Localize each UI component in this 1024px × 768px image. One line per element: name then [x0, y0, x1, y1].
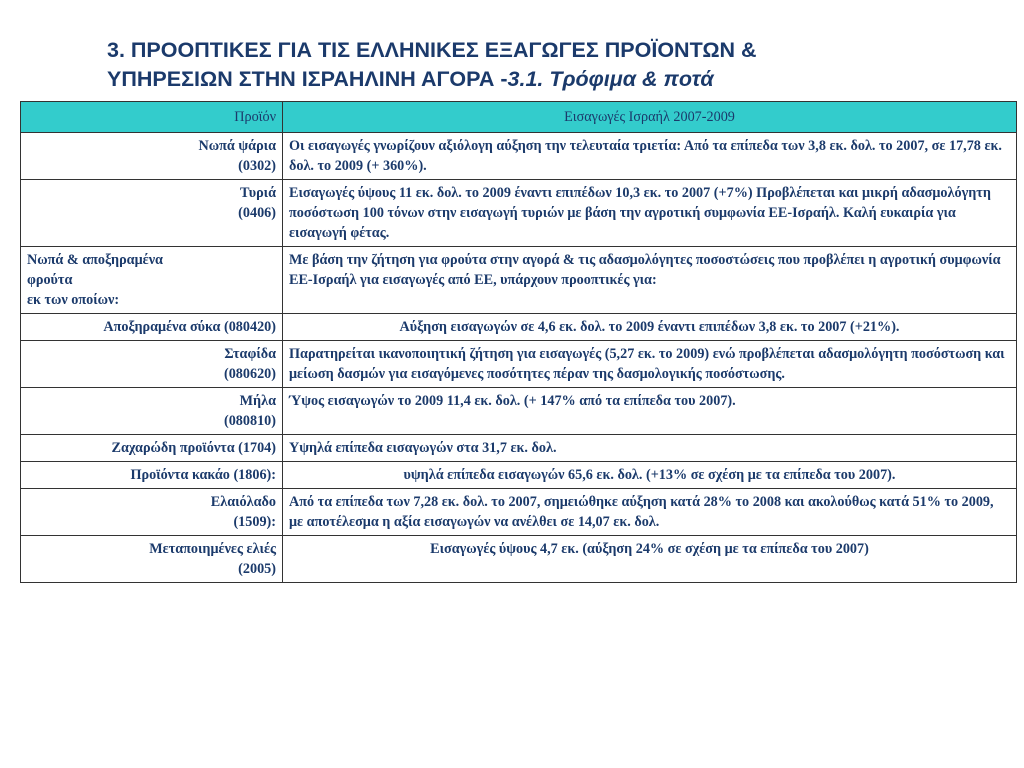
product-name: Νωπά ψάρια	[198, 138, 276, 154]
imports-cell: Υψηλά επίπεδα εισαγωγών στα 31,7 εκ. δολ.	[283, 435, 1017, 462]
table-header-row	[21, 102, 1017, 133]
product-cell	[21, 314, 283, 341]
table-row	[21, 180, 1017, 247]
product-name: Μήλα	[239, 393, 276, 409]
table-row	[21, 462, 1017, 489]
table-row	[21, 489, 1017, 536]
table-row	[21, 133, 1017, 180]
imports-cell: Οι εισαγωγές γνωρίζουν αξιόλογη αύξηση την τελευταία τριετία: Από τα επίπεδα των 3,8 εκ. δολ. το 2007, σε 17,78 εκ. δολ. το 2009 (+ 360%).	[283, 133, 1017, 180]
imports-cell: Αύξηση εισαγωγών σε 4,6 εκ. δολ. το 2009 έναντι επιπέδων 3,8 εκ. το 2007 (+21%).	[283, 314, 1017, 341]
table-row	[21, 388, 1017, 435]
product-code: (1509):	[233, 514, 276, 530]
imports-cell: Εισαγωγές ύψους 11 εκ. δολ. το 2009 έναντι επιπέδων 10,3 εκ. το 2007 (+7%) Προβλέπεται και μικρή αδασμολόγητη ποσόστωση 100 τόνων στην εισαγωγή τυριών με βάση την αγροτική συμφωνία ΕΕ-Ισραήλ. Καλή ευκαιρία για εισαγωγή φέτας.	[283, 180, 1017, 247]
table-row	[21, 435, 1017, 462]
product-note: εκ των οποίων:	[27, 292, 120, 308]
exports-table	[20, 101, 1017, 583]
product-code: (0302)	[238, 158, 276, 174]
product-cell	[21, 462, 283, 489]
table-row	[21, 341, 1017, 388]
product-cell	[21, 133, 283, 180]
product-cell	[21, 489, 283, 536]
header-product: Προϊόν	[21, 102, 283, 133]
table-row	[21, 314, 1017, 341]
imports-cell: Με βάση την ζήτηση για φρούτα στην αγορά & τις αδασμολόγητες ποσοστώσεις που προβλέπει η αγροτική συμφωνία ΕΕ-Ισραήλ για εισαγωγές από ΕΕ, υπάρχουν προοπτικές για:	[283, 247, 1017, 314]
title-subsection: 3.1. Τρόφιμα & ποτά	[507, 67, 714, 91]
product-name: Αποξηραμένα σύκα (080420)	[103, 319, 276, 335]
product-name: Προϊόντα κακάο (1806):	[130, 467, 276, 483]
imports-cell: υψηλά επίπεδα εισαγωγών 65,6 εκ. δολ. (+13% σε σχέση με τα επίπεδα του 2007).	[283, 462, 1017, 489]
product-name: Σταφίδα	[224, 346, 276, 362]
imports-cell: Από τα επίπεδα των 7,28 εκ. δολ. το 2007, σημειώθηκε αύξηση κατά 28% το 2008 και ακολούθως κατά 51% το 2009, με αποτέλεσμα η αξία εισαγωγών να ανέλθει σε 14,07 εκ. δολ.	[283, 489, 1017, 536]
product-name: Τυριά	[240, 185, 276, 201]
product-code: (2005)	[238, 561, 276, 577]
product-cell	[21, 180, 283, 247]
product-cell	[21, 388, 283, 435]
product-name: Ζαχαρώδη προϊόντα (1704)	[111, 440, 276, 456]
product-code: (0406)	[238, 205, 276, 221]
header-imports: Εισαγωγές Ισραήλ 2007-2009	[283, 102, 1017, 133]
table-row	[21, 536, 1017, 583]
title-line-2-main: ΥΠΗΡΕΣΙΩΝ ΣΤΗΝ ΙΣΡΑΗΛΙΝΗ ΑΓΟΡΑ -	[107, 67, 508, 91]
product-name: Μεταποιημένες ελιές	[149, 541, 276, 557]
product-cell	[21, 341, 283, 388]
product-cell	[21, 247, 283, 314]
table-row	[21, 247, 1017, 314]
product-cell	[21, 536, 283, 583]
product-name-cont: φρούτα	[27, 272, 73, 288]
product-code: (080620)	[223, 366, 276, 382]
product-name: Ελαιόλαδο	[210, 494, 276, 510]
product-code: (080810)	[223, 413, 276, 429]
product-cell	[21, 435, 283, 462]
title-line-2	[107, 65, 1007, 94]
imports-cell: Παρατηρείται ικανοποιητική ζήτηση για εισαγωγές (5,27 εκ. το 2009) ενώ προβλέπεται αδασμολόγητη ποσόστωση και μείωση δασμών για εισαγόμενες ποσότητες πέραν της δασμολογικής ποσόστωσης.	[283, 341, 1017, 388]
imports-cell: Ύψος εισαγωγών το 2009 11,4 εκ. δολ. (+ 147% από τα επίπεδα του 2007).	[283, 388, 1017, 435]
title-line-1: 3. ΠΡΟΟΠΤΙΚΕΣ ΓΙΑ ΤΙΣ ΕΛΛΗΝΙΚΕΣ ΕΞΑΓΩΓΕΣ ΠΡΟΪΟΝΤΩΝ &	[107, 38, 757, 62]
imports-cell: Εισαγωγές ύψους 4,7 εκ. (αύξηση 24% σε σχέση με τα επίπεδα του 2007)	[283, 536, 1017, 583]
product-name: Νωπά & αποξηραμένα	[27, 252, 163, 268]
page-title	[107, 36, 1007, 94]
